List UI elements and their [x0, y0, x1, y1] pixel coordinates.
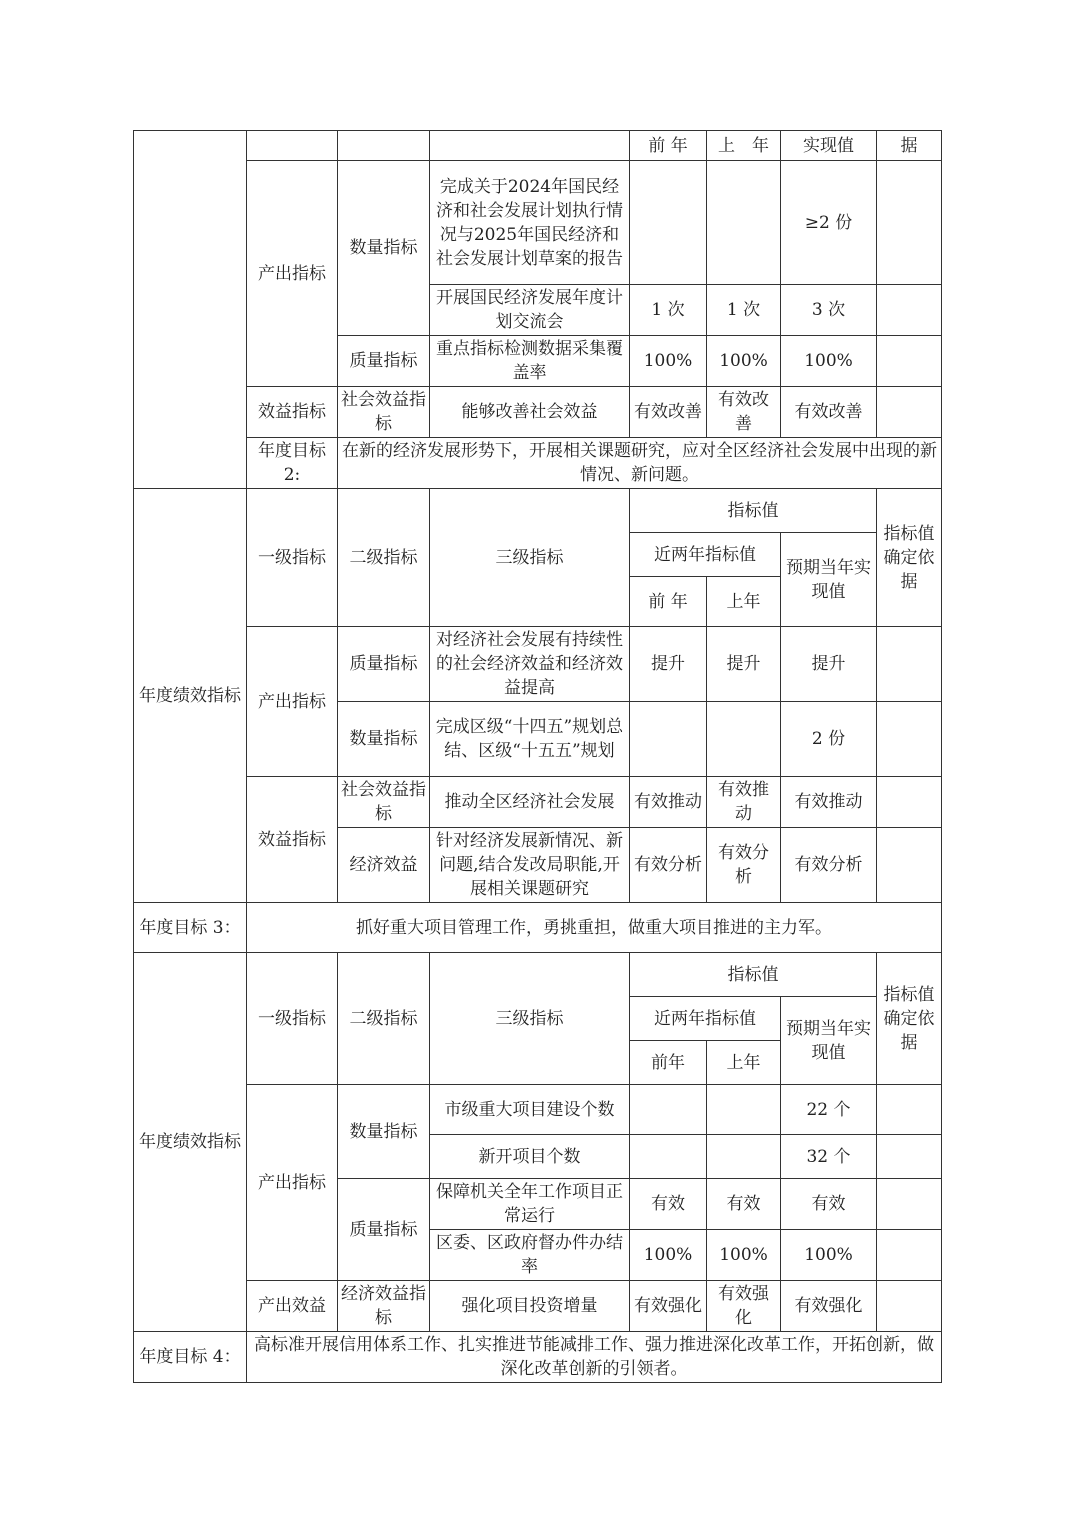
expected-value: 2 份 — [781, 702, 877, 777]
header-indicator-value: 指标值 — [630, 953, 877, 997]
section2-perf-label: 年度绩效指标 — [134, 489, 247, 903]
third-level-indicator: 完成关于2024年国民经济和社会发展计划执行情况与2025年国民经济和社会发展计划草案的报告 — [430, 161, 630, 285]
header-basis: 指标值确定依据 — [877, 489, 942, 627]
header-prev-year: 前年 — [630, 1041, 707, 1085]
last-year-value: 有效推动 — [707, 777, 781, 828]
basis-value — [877, 285, 942, 336]
prev-year-value: 100% — [630, 336, 707, 387]
second-level-indicator: 经济效益 — [338, 828, 430, 903]
expected-value: 3 次 — [781, 285, 877, 336]
third-level-indicator: 推动全区经济社会发展 — [430, 777, 630, 828]
expected-value: 有效强化 — [781, 1281, 877, 1332]
expected-value: 有效推动 — [781, 777, 877, 828]
last-year-value — [707, 161, 781, 285]
prev-year-value: 有效 — [630, 1179, 707, 1230]
last-year-value: 有效分析 — [707, 828, 781, 903]
header-last-year: 上 年 — [707, 131, 781, 161]
prev-year-value — [630, 161, 707, 285]
last-year-value — [707, 1135, 781, 1179]
expected-value: 22 个 — [781, 1085, 877, 1135]
header-level2: 二级指标 — [338, 489, 430, 627]
second-level-quality: 质量指标 — [338, 1179, 430, 1281]
second-level-quantity: 数量指标 — [338, 161, 430, 336]
third-level-indicator: 重点指标检测数据采集覆盖率 — [430, 336, 630, 387]
header-level3: 三级指标 — [430, 489, 630, 627]
basis-value — [877, 828, 942, 903]
goal4-text: 高标准开展信用体系工作、扎实推进节能减排工作、强力推进深化改革工作，开拓创新，做深化改革创新的引领者。 — [247, 1332, 942, 1383]
prev-year-value: 有效推动 — [630, 777, 707, 828]
expected-value: 有效改善 — [781, 387, 877, 438]
first-level-benefit: 效益指标 — [247, 387, 338, 438]
header-last-year: 上年 — [707, 577, 781, 627]
header-indicator-value: 指标值 — [630, 489, 877, 533]
last-year-value: 提升 — [707, 627, 781, 702]
expected-value: 有效分析 — [781, 828, 877, 903]
header-level1: 一级指标 — [247, 489, 338, 627]
basis-value — [877, 1085, 942, 1135]
basis-value — [877, 627, 942, 702]
third-level-indicator: 开展国民经济发展年度计划交流会 — [430, 285, 630, 336]
expected-value: ≥2 份 — [781, 161, 877, 285]
header-expected: 预期当年实现值 — [781, 997, 877, 1085]
third-level-indicator: 市级重大项目建设个数 — [430, 1085, 630, 1135]
second-level-quantity: 数量指标 — [338, 1085, 430, 1179]
first-level-output: 产出指标 — [247, 627, 338, 777]
prev-year-value: 1 次 — [630, 285, 707, 336]
section3-perf-label: 年度绩效指标 — [134, 953, 247, 1332]
expected-value: 有效 — [781, 1179, 877, 1230]
header-recent-two: 近两年指标值 — [630, 997, 781, 1041]
goal4-label: 年度目标 4： — [134, 1332, 247, 1383]
header-expected: 预期当年实现值 — [781, 533, 877, 627]
header-prev-year: 前 年 — [630, 577, 707, 627]
header-basis: 据 — [877, 131, 942, 161]
prev-year-value: 有效分析 — [630, 828, 707, 903]
second-level-social-benefit: 社会效益指标 — [338, 387, 430, 438]
last-year-value — [707, 1085, 781, 1135]
expected-value: 32 个 — [781, 1135, 877, 1179]
third-level-indicator: 区委、区政府督办件办结率 — [430, 1230, 630, 1281]
header-level2: 二级指标 — [338, 953, 430, 1085]
goal2-text: 在新的经济发展形势下，开展相关课题研究，应对全区经济社会发展中出现的新情况、新问题。 — [338, 438, 942, 489]
last-year-value: 100% — [707, 1230, 781, 1281]
basis-value — [877, 1281, 942, 1332]
first-level-output: 产出指标 — [247, 1085, 338, 1281]
first-level-output: 产出指标 — [247, 161, 338, 387]
goal2-label: 年度目标 2: — [247, 438, 338, 489]
last-year-value: 有效改善 — [707, 387, 781, 438]
third-level-indicator: 完成区级“十四五”规划总结、区级“十五五”规划 — [430, 702, 630, 777]
header-empty-cell — [430, 131, 630, 161]
third-level-indicator: 针对经济发展新情况、新问题,结合发改局职能,开展相关课题研究 — [430, 828, 630, 903]
second-level-quality: 质量指标 — [338, 336, 430, 387]
header-empty-cell — [338, 131, 430, 161]
first-level-benefit: 效益指标 — [247, 777, 338, 903]
performance-indicator-table — [133, 130, 942, 1383]
header-last-year: 上年 — [707, 1041, 781, 1085]
basis-value — [877, 1179, 942, 1230]
header-empty-cell — [247, 131, 338, 161]
prev-year-value: 提升 — [630, 627, 707, 702]
last-year-value: 有效强化 — [707, 1281, 781, 1332]
prev-year-value — [630, 702, 707, 777]
basis-value — [877, 387, 942, 438]
prev-year-value: 有效改善 — [630, 387, 707, 438]
basis-value — [877, 1135, 942, 1179]
second-level-indicator: 质量指标 — [338, 627, 430, 702]
third-level-indicator: 强化项目投资增量 — [430, 1281, 630, 1332]
goal3-text: 抓好重大项目管理工作，勇挑重担，做重大项目推进的主力军。 — [247, 903, 942, 953]
third-level-indicator: 对经济社会发展有持续性的社会经济效益和经济效益提高 — [430, 627, 630, 702]
last-year-value: 有效 — [707, 1179, 781, 1230]
basis-value — [877, 161, 942, 285]
header-recent-two: 近两年指标值 — [630, 533, 781, 577]
basis-value — [877, 1230, 942, 1281]
second-level-indicator: 数量指标 — [338, 702, 430, 777]
last-year-value: 100% — [707, 336, 781, 387]
second-level-econ-benefit: 经济效益指标 — [338, 1281, 430, 1332]
header-expected: 实现值 — [781, 131, 877, 161]
prev-year-value — [630, 1135, 707, 1179]
third-level-indicator: 能够改善社会效益 — [430, 387, 630, 438]
second-level-indicator: 社会效益指标 — [338, 777, 430, 828]
expected-value: 100% — [781, 336, 877, 387]
third-level-indicator: 新开项目个数 — [430, 1135, 630, 1179]
third-level-indicator: 保障机关全年工作项目正常运行 — [430, 1179, 630, 1230]
last-year-value — [707, 702, 781, 777]
basis-value — [877, 702, 942, 777]
first-level-output-benefit: 产出效益 — [247, 1281, 338, 1332]
goal3-label: 年度目标 3： — [134, 903, 247, 953]
expected-value: 提升 — [781, 627, 877, 702]
prev-year-value: 100% — [630, 1230, 707, 1281]
header-level3: 三级指标 — [430, 953, 630, 1085]
expected-value: 100% — [781, 1230, 877, 1281]
header-basis: 指标值确定依据 — [877, 953, 942, 1085]
header-level1: 一级指标 — [247, 953, 338, 1085]
basis-value — [877, 336, 942, 387]
section1-label-cell — [134, 131, 247, 489]
last-year-value: 1 次 — [707, 285, 781, 336]
header-prev-year: 前 年 — [630, 131, 707, 161]
prev-year-value: 有效强化 — [630, 1281, 707, 1332]
basis-value — [877, 777, 942, 828]
prev-year-value — [630, 1085, 707, 1135]
